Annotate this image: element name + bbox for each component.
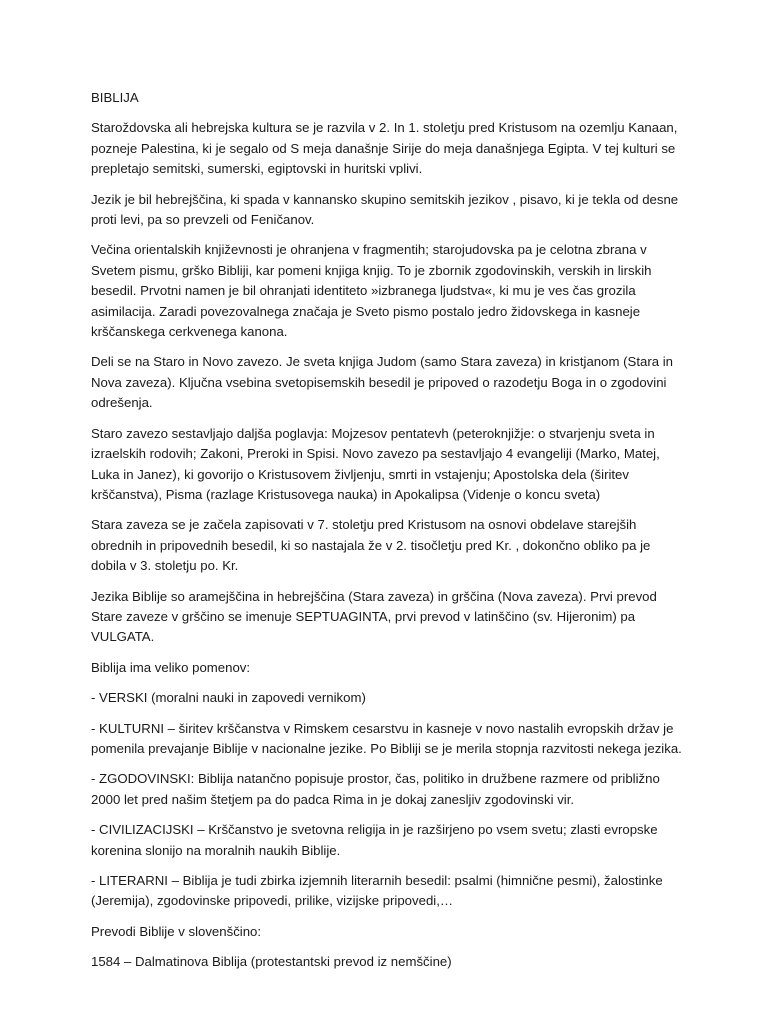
paragraph-structure: Staro zavezo sestavljajo daljša poglavja: Mojzesov pentatevh (peteroknjižje: o stvarjenju sveta in izraelskih rodovih; Zakoni, Preroki in Spisi. Novo zavezo pa sestavljajo 4 evangeliji (Marko, Matej, Luka in Janez), ki govorijo o Kristusovem življenju, smrti in vstajenju; Apostolska dela (širitev krščanstva), Pisma (razlage Kristusovega nauka) in Apokalipsa (Videnje o koncu sveta) [91,425,660,502]
paragraph-translations-early: Jezika Biblije so aramejščina in hebrejščina (Stara zaveza) in grščina (Nova zaveza). Prvi prevod Stare zaveze v grščino se imenuje SEPTUAGINTA, prvi prevod v latinščino (sv. Hijeronim) pa VULGATA. [91,588,657,645]
list-item-civilizational: - CIVILIZACIJSKI – Krščanstvo je svetovna religija in je razširjeno po vsem svetu; zlasti evropske korenina slonijo na moralnih naukih Biblije. [91,822,658,858]
list-item-religious: - VERSKI (moralni nauki in zapovedi vernikom) [91,690,366,706]
list-item-literary: - LITERARNI – Biblija je tudi zbirka izjemnih literarnih besedil: psalmi (himnične pesmi), žalostinke (Jeremija), zgodovinske pripovedi, prilike, vizijske pripovedi,… [91,873,663,909]
paragraph-literature: Večina orientalskih književnosti je ohranjena v fragmentih; starojudovska pa je celotna zbrana v Svetem pismu, grško Bibliji, kar pomeni knjiga knjig. To je zbornik zgodovinskih, verskih in lirskih besedil. Prvotni namen je bil ohranjati identiteto »izbranega ljudstva«, ki mu je ves čas grozila asimilacija. Zaradi povezovalnega značaja je Sveto pismo postalo jedro židovskega in kasneje krščanskega cerkvenega kanona. [91,242,652,340]
list-item-cultural: - KULTURNI – širitev krščanstva v Rimskem cesarstvu in kasneje v novo nastalih evropskih držav je pomenila prevajanje Biblije v nacionalne jezike. Po Bibliji se je merila stopnja razvitosti nekega jezika. [91,720,682,756]
paragraph-slovene-translations-heading: Prevodi Biblije v slovenščino: [91,923,262,939]
paragraph-division: Deli se na Staro in Novo zavezo. Je sveta knjiga Judom (samo Stara zaveza) in kristjanom (Stara in Nova zaveza). Ključna vsebina svetopisemskih besedil je pripoved o razodetju Boga in o zgodovini odrešenja. [91,354,673,411]
paragraph-writing: Stara zaveza se je začela zapisovati v 7. stoletju pred Kristusom na osnovi obdelave starejših obrednih in pripovednih besedil, ki so nastajala že v 2. tisočletju pred Kr. , dokončno obliko pa je dobila v 3. stoletju po. Kr. [91,517,651,574]
list-item-historical: - ZGODOVINSKI: Biblija natančno popisuje prostor, čas, politiko in družbene razmere od približno 2000 let pred našim štetjem pa do padca Rima in je dokaj zanesljiv zgodovinski vir. [91,771,660,807]
paragraph-meanings-heading: Biblija ima veliko pomenov: [91,659,251,675]
paragraph-language: Jezik je bil hebrejščina, ki spada v kannansko skupino semitskih jezikov , pisavo, ki je tekla od desne proti levi, pa so prevzeli od Feničanov. [91,191,679,228]
document-title: BIBLIJA [91,90,139,105]
paragraph-intro: Staroždovska ali hebrejska kultura se je razvila v 2. In 1. stoletju pred Kristusom na ozemlju Kanaan, pozneje Palestina, ki je segalo od S meja današnje Sirije do meja današnjega Egipta. V tej kulturi se prepletajo semitski, sumerski, egiptovski in huritski vplivi. [91,120,678,177]
paragraph-dalmatin-bible: 1584 – Dalmatinova Biblija (protestantski prevod iz nemščine) [91,954,452,970]
